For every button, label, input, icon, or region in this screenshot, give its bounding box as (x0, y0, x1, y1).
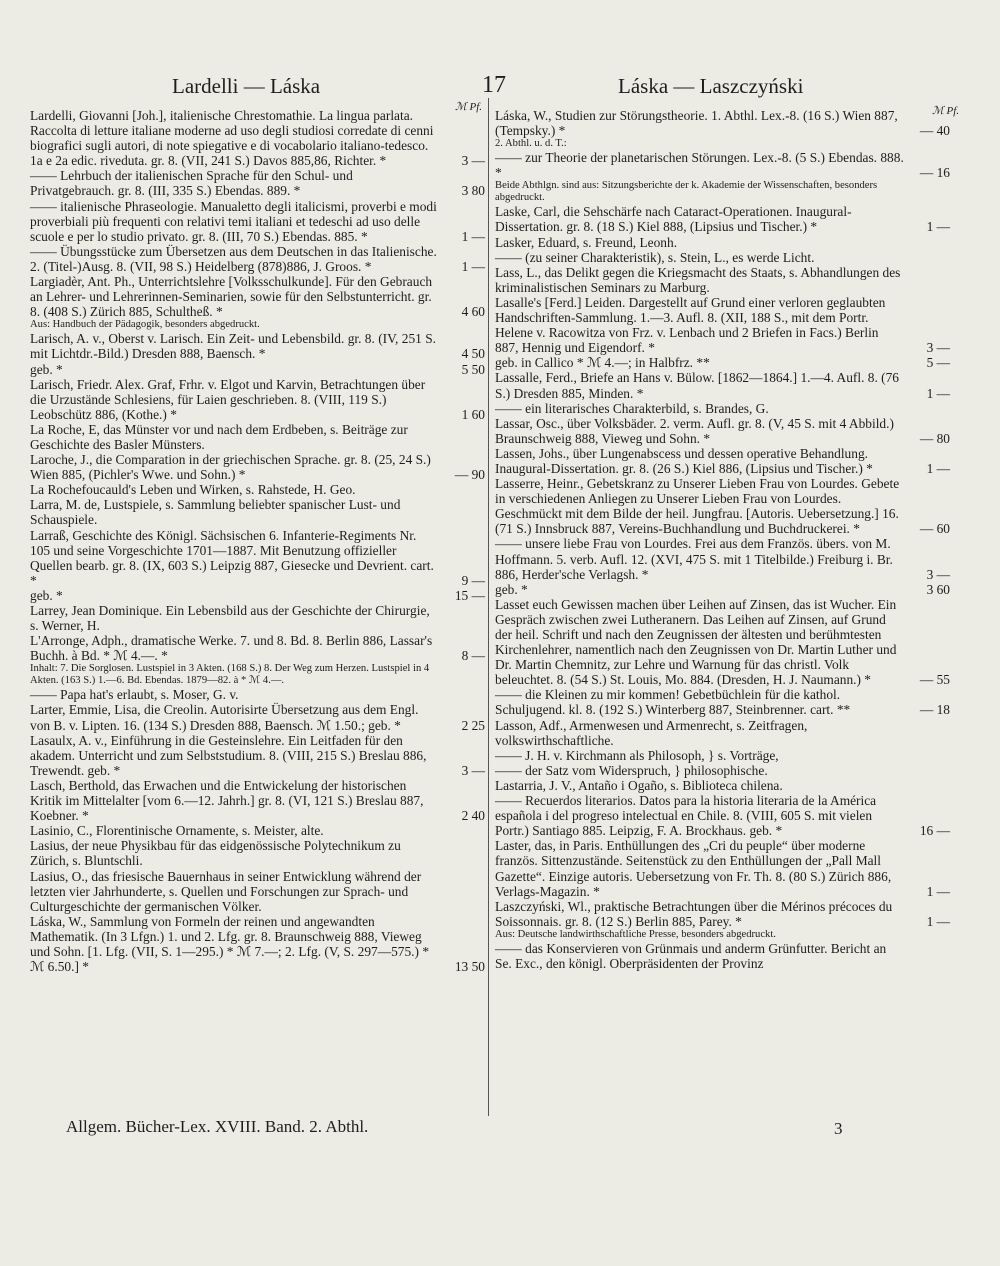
entry-text: Lass, L., das Delikt gegen die Kriegsmacht des Staats, s. Abhandlungen des kriminalistischen Seminars zu Marburg. (495, 264, 901, 295)
entry-text: Larraß, Geschichte des Königl. Sächsischen 6. Infanterie-Regiments Nr. 105 und seine Vorgeschichte 1701—1887. Mit Benutzung offizieller Quellen bearb. gr. 8. (IX, 603 S.) Leipzig 887, Giesecke und Devrient. cart. * (30, 527, 434, 588)
entry-price: 1 — (461, 228, 485, 244)
bibliography-entry (30, 199, 485, 244)
entry-text: Larra, M. de, Lustspiele, s. Sammlung beliebter spanischer Lust- und Schauspiele. (30, 497, 401, 528)
entry-price: 16 — (919, 823, 950, 839)
entry-price: 5 50 (461, 361, 485, 377)
entry-text: 2. Abthl. u. d. T.: (495, 138, 567, 150)
entry-price: 1 — (926, 913, 950, 929)
entry-price: 15 — (454, 587, 485, 603)
entry-text: Beide Abthlgn. sind aus: Sitzungsberichte der k. Akademie der Wissenschaften, besonders abgedruckt. (495, 180, 878, 204)
entry-text: —— der Satz vom Widerspruch, } philosophische. (495, 762, 768, 778)
entry-text: —— die Kleinen zu mir kommen! Gebetbüchlein für die kathol. Schuljugend. kl. 8. (192 S.) Winterberg 887, Steinbrenner. cart. ** (495, 687, 851, 718)
entry-text: —— (zu seiner Charakteristik), s. Stein, L., es werde Licht. (495, 249, 815, 265)
bibliography-entry (30, 422, 485, 452)
entry-price: 8 — (461, 648, 485, 664)
entry-text: geb. in Callico * ℳ 4.—; in Halbfrz. ** (495, 355, 710, 371)
entry-text: Laster, das, in Paris. Enthüllungen des „Cri du peuple“ über moderne französ. Sittenzustände. Seitenstück zu den Enthüllungen der „Pall Mall Gazette“. Einzige autoris. Uebersetzung von Fr. Th. 8. (80 S.) Zürich 886, Verlags-Magazin. * (495, 838, 892, 899)
entry-price: — 16 (919, 165, 950, 181)
entry-text: Aus: Deutsche landwirthschaftliche Presse, besonders abgedruckt. (495, 928, 776, 940)
entry-text: Larisch, A. v., Oberst v. Larisch. Ein Zeit- und Lebensbild. gr. 8. (IV, 251 S. mit Lichtdr.-Bild.) Dresden 888, Baensch. * (30, 331, 436, 362)
entry-price: 3 80 (461, 183, 485, 199)
entry-price: — 55 (919, 672, 950, 688)
entry-text: —— Papa hat's erlaubt, s. Moser, G. v. (30, 687, 239, 703)
bibliography-entry (30, 497, 485, 527)
bibliography-entry (30, 733, 485, 778)
entry-text: Lassar, Osc., über Volksbäder. 2. verm. Aufl. gr. 8. (V, 45 S. mit 4 Abbild.) Braunschweig 888, Vieweg und Sohn. * (495, 415, 894, 446)
bibliography-entry (495, 718, 950, 748)
entry-price: 1 — (926, 385, 950, 401)
bibliography-entry (30, 588, 485, 603)
entry-text: —— italienische Phraseologie. Manualetto degli italicismi, proverbi e modi proverbiali più frequenti con relativi temi italiani et tedeschi ad uso delle scuole e per lo studio privato. gr. 8. (III, 70 S.) Ebendas. 885. * (30, 198, 437, 244)
currency-header-right: ℳ Pf. (932, 105, 960, 117)
entry-text: Laske, Carl, die Sehschärfe nach Cataract-Operationen. Inaugural-Dissertation. gr. 8. (18 S.) Kiel 888, (Lipsius und Tischer.) * (495, 204, 852, 235)
bibliography-entry (30, 362, 485, 377)
bibliography-entry (495, 370, 950, 400)
bibliography-entry (30, 603, 485, 633)
left-column (30, 108, 485, 974)
entry-text: Lasson, Adf., Armenwesen und Armenrecht, s. Zeitfragen, volkswirthschaftliche. (495, 717, 808, 748)
column-divider (488, 98, 489, 1116)
bibliography-entry (495, 899, 950, 929)
bibliography-entry (495, 204, 950, 234)
bibliography-entry (495, 793, 950, 838)
bibliography-entry (30, 687, 485, 702)
bibliography-entry (495, 597, 950, 688)
bibliography-entry (495, 929, 950, 941)
entry-price: 9 — (461, 572, 485, 588)
bibliography-entry (30, 244, 485, 274)
entry-text: —— zur Theorie der planetarischen Störungen. Lex.-8. (5 S.) Ebendas. 888. * (495, 150, 904, 181)
bibliography-entry (30, 452, 485, 482)
entry-text: Lastarria, J. V., Antaño i Ogaño, s. Biblioteca chilena. (495, 777, 783, 793)
bibliography-entry (495, 687, 950, 717)
entry-price: 3 — (461, 762, 485, 778)
entry-text: Lasaulx, A. v., Einführung in die Gesteinslehre. Ein Leitfaden für den akadem. Unterricht und zum Selbststudium. 8. (VIII, 215 S.) Breslau 886, Trewendt. geb. * (30, 732, 427, 778)
bibliography-entry (30, 331, 485, 361)
entry-text: —— das Konservieren von Grünmais und anderm Grünfutter. Bericht an Se. Exc., den königl. Oberpräsidenten der Provinz (495, 940, 887, 971)
entry-price: 3 — (926, 340, 950, 356)
entry-text: Lassen, Johs., über Lungenabscess und dessen operative Behandlung. Inaugural-Dissertation. gr. 8. (26 S.) Kiel 886, (Lipsius und Tischer.) * (495, 445, 873, 476)
bibliography-entry (30, 914, 485, 974)
bibliography-entry (495, 941, 950, 971)
entry-price: — 80 (919, 430, 950, 446)
entry-text: —— J. H. v. Kirchmann als Philosoph, } s. Vorträge, (495, 747, 779, 763)
bibliography-entry (495, 582, 950, 597)
bibliography-entry (495, 778, 950, 793)
entry-text: Lasius, O., das friesische Bauernhaus in seiner Entwicklung während der letzten vier Jahrhunderte, s. Quellen und Forschungen zur Sprach- und Culturgeschichte der germanischen Völker. (30, 868, 422, 914)
entry-text: —— Übungsstücke zum Übersetzen aus dem Deutschen in das Italienische. 2. (Titel-)Ausg. 8. (VII, 98 S.) Heidelberg (878)886, J. Groos. * (30, 243, 437, 274)
entry-price: — 40 (919, 123, 950, 139)
entry-price: 13 50 (454, 959, 485, 975)
bibliography-entry (30, 663, 485, 687)
entry-text: —— ein literarisches Charakterbild, s. Brandes, G. (495, 400, 769, 416)
entry-text: Lasius, der neue Physikbau für das eidgenössische Polytechnikum zu Zürich, s. Bluntschli. (30, 838, 401, 869)
entry-text: Lasserre, Heinr., Gebetskranz zu Unserer Lieben Frau von Lourdes. Gebete in verschiedenen Anliegen zu Unserer Lieben Frau von Lourdes. Geschmückt mit dem Bilde der heil. Jungfrau. [Autoris. Uebersetzung.] 16. (71 S.) Innsbruck 887, Vereins-Buchhandlung und Buchdruckerei. * (495, 476, 900, 537)
entry-price: 5 — (926, 355, 950, 371)
page-header (0, 68, 1000, 108)
entry-text: geb. * (30, 587, 63, 603)
sheet-number: 3 (834, 1119, 843, 1138)
entry-price: 3 60 (926, 581, 950, 597)
entry-text: Lassalle, Ferd., Briefe an Hans v. Bülow. [1862—1864.] 1.—4. Aufl. 8. (76 S.) Dresden 885, Minden. * (495, 370, 900, 401)
running-head-left: Lardelli — Láska (172, 74, 321, 98)
bibliography-entry (495, 180, 950, 204)
bibliography-entry (495, 476, 950, 536)
bibliography-entry (495, 108, 950, 138)
bibliography-entry (30, 319, 485, 331)
entry-price: 3 — (926, 566, 950, 582)
entry-text: L'Arronge, Adph., dramatische Werke. 7. und 8. Bd. 8. Berlin 886, Lassar's Buchh. à Bd. * ℳ 4.—. * (30, 633, 433, 664)
bibliography-entry (30, 108, 485, 168)
entry-text: Aus: Handbuch der Pädagogik, besonders abgedruckt. (30, 319, 260, 331)
bibliography-entry (30, 377, 485, 422)
bibliography-entry (30, 823, 485, 838)
entry-text: Lasch, Berthold, das Erwachen und die Entwickelung der historischen Kritik im Mittelalter [vom 6.—12. Jahrh.] gr. 8. (VI, 121 S.) Breslau 887, Koebner. * (30, 777, 424, 824)
entry-price: 4 60 (461, 304, 485, 320)
entry-text: La Roche, E, das Münster vor und nach dem Erdbeben, s. Beiträge zur Geschichte des Basler Münsters. (30, 421, 408, 452)
entry-price: 4 50 (461, 346, 485, 362)
entry-text: Laroche, J., die Comparation in der griechischen Sprache. gr. 8. (25, 24 S.) Wien 885, (Pichler's Wwe. und Sohn.) * (30, 452, 431, 483)
entry-text: geb. * (495, 581, 528, 597)
bibliography-entry (30, 778, 485, 823)
bibliography-entry (495, 150, 950, 180)
bibliography-entry (30, 274, 485, 319)
bibliography-entry (495, 838, 950, 898)
entry-price: 2 25 (461, 717, 485, 733)
entry-text: Larter, Emmie, Lisa, die Creolin. Autorisirte Übersetzung aus dem Engl. von B. v. Lipten. 16. (134 S.) Dresden 888, Baensch. ℳ 1.50.; geb. * (30, 702, 419, 733)
bibliography-entry (495, 446, 950, 476)
bibliography-entry (495, 748, 950, 763)
bibliography-entry (495, 536, 950, 581)
bibliography-entry (30, 528, 485, 588)
entry-text: Larrey, Jean Dominique. Ein Lebensbild aus der Geschichte der Chirurgie, s. Werner, H. (30, 603, 430, 634)
entry-text: Láska, W., Studien zur Störungstheorie. 1. Abthl. Lex.-8. (16 S.) Wien 887, (Tempsky.) * (495, 108, 898, 139)
bibliography-entry (30, 168, 485, 198)
entry-text: geb. * (30, 361, 63, 377)
entry-text: —— Recuerdos literarios. Datos para la historia literaria de la América española i del progreso intelectual en Chile. 8. (VIII, 605 S. mit vielen Portr.) Santiago 885. Leipzig, F. A. Brockhaus. geb. * (495, 793, 877, 839)
entry-text: —— Lehrbuch der italienischen Sprache für den Schul- und Privatgebrauch. gr. 8. (III, 335 S.) Ebendas. 889. * (30, 168, 353, 199)
entry-price: 1 — (926, 460, 950, 476)
bibliography-entry (495, 235, 950, 250)
entry-text: Lasinio, C., Florentinische Ornamente, s. Meister, alte. (30, 823, 324, 839)
entry-text: Lardelli, Giovanni [Joh.], italienische Chrestomathie. La lingua parlata. Raccolta di letture italiane moderne ad uso degli studiosi corredate di cenni biografici sugli autori, di note spiegative e di vocabolario italiano-tedesco. 1a e 2a edic. riveduta. gr. 8. (VII, 241 S.) Davos 885,86, Richter. * (30, 108, 434, 169)
bibliography-entry (30, 482, 485, 497)
running-head-right: Láska — Laszczyński (618, 74, 804, 98)
signature-line: Allgem. Bücher-Lex. XVIII. Band. 2. Abthl. (66, 1117, 369, 1136)
entry-text: Láska, W., Sammlung von Formeln der reinen und angewandten Mathematik. (In 3 Lfgn.) 1. und 2. Lfg. gr. 8. Braunschweig 888, Vieweg und Sohn. [1. Lfg. (VII, S. 1—295.) * ℳ 7.—; 2. Lfg. (V, S. 297—575.) * ℳ 6.50.] * (30, 913, 430, 975)
bibliography-entry (495, 250, 950, 265)
entry-price: 3 — (461, 153, 485, 169)
entry-price: 1 — (926, 219, 950, 235)
entry-text: La Rochefoucauld's Leben und Wirken, s. Rahstede, H. Geo. (30, 482, 356, 498)
entry-price: 2 40 (461, 808, 485, 824)
bibliography-entry (495, 138, 950, 150)
bibliography-entry (30, 838, 485, 868)
right-column (495, 108, 950, 971)
page-number: 17 (482, 72, 506, 98)
bibliography-entry (30, 702, 485, 732)
bibliography-entry (495, 763, 950, 778)
entry-price: 1 60 (461, 406, 485, 422)
bibliography-entry (495, 416, 950, 446)
entry-price: — 18 (919, 702, 950, 718)
entry-price: 1 — (461, 258, 485, 274)
bibliography-entry (30, 869, 485, 914)
entry-price: 1 — (926, 883, 950, 899)
entry-price: — 60 (919, 521, 950, 537)
currency-header-left: ℳ Pf. (455, 101, 483, 113)
entry-price: — 90 (454, 467, 485, 483)
entry-text: Larisch, Friedr. Alex. Graf, Frhr. v. Elgot und Karvin, Betrachtungen über die Urzustände Schlesiens, für Laien geschrieben. 8. (VIII, 119 S.) Leobschütz 886, (Kothe.) * (30, 376, 426, 422)
entry-text: —— unsere liebe Frau von Lourdes. Frei aus dem Französ. übers. von M. Hoffmann. 5. verb. Aufl. 12. (XVI, 475 S. mit 1 Titelbilde.) Freiburg i. Br. 886, Herder'sche Verlagsh. * (495, 536, 893, 582)
entry-text: Lasalle's [Ferd.] Leiden. Dargestellt auf Grund einer verloren geglaubten Handschriften-Sammlung. 1.—3. Aufl. 8. (XII, 188 S., mit dem Portr. Helene v. Racowitza von Frz. v. Lenbach und 2 Briefen in Facs.) Berlin 887, Hennig und Eigendorf. * (495, 294, 886, 356)
bibliography-entry (495, 401, 950, 416)
entry-text: Laszczyński, Wl., praktische Betrachtungen über die Mérinos précoces du Soissonnais. gr. 8. (12 S.) Berlin 885, Parey. * (495, 898, 893, 929)
entry-text: Lasker, Eduard, s. Freund, Leonh. (495, 234, 678, 250)
bibliography-entry (30, 633, 485, 663)
entry-text: Largiadèr, Ant. Ph., Unterrichtslehre [Volksschulkunde]. Für den Gebrauch an Lehrer- und Lehrerinnen-Seminarien, sowie für den Selbstunterricht. gr. 8. (408 S.) Zürich 885, Schultheß. * (30, 274, 433, 320)
entry-text: Lasset euch Gewissen machen über Leihen auf Zinsen, das ist Wucher. Ein Gespräch zwischen zwei Lutheranern. Das Leihen auf Zinsen, auf Grund der heil. Schrift und nach den Zeugnissen der ältesten und berühmtesten Kirchenlehrer, namentlich nach den Zeugnissen von Dr. Martin Luther und Dr. Martin Chemnitz, zur Lehre und Warnung für das christl. Volk beleuchtet. 8. (54 S.) St. Louis, Mo. 884. (Dresden, H. J. Naumann.) * (495, 596, 897, 688)
bibliography-entry (495, 355, 950, 370)
entry-text: Inhalt: 7. Die Sorglosen. Lustspiel in 3 Akten. (168 S.) 8. Der Weg zum Herzen. Lustspiel in 4 Akten. (163 S.) 1.—6. Bd. Ebendas. 1879—82. à * ℳ 4.—. (30, 663, 430, 687)
bibliography-entry (495, 295, 950, 355)
bibliography-entry (495, 265, 950, 295)
